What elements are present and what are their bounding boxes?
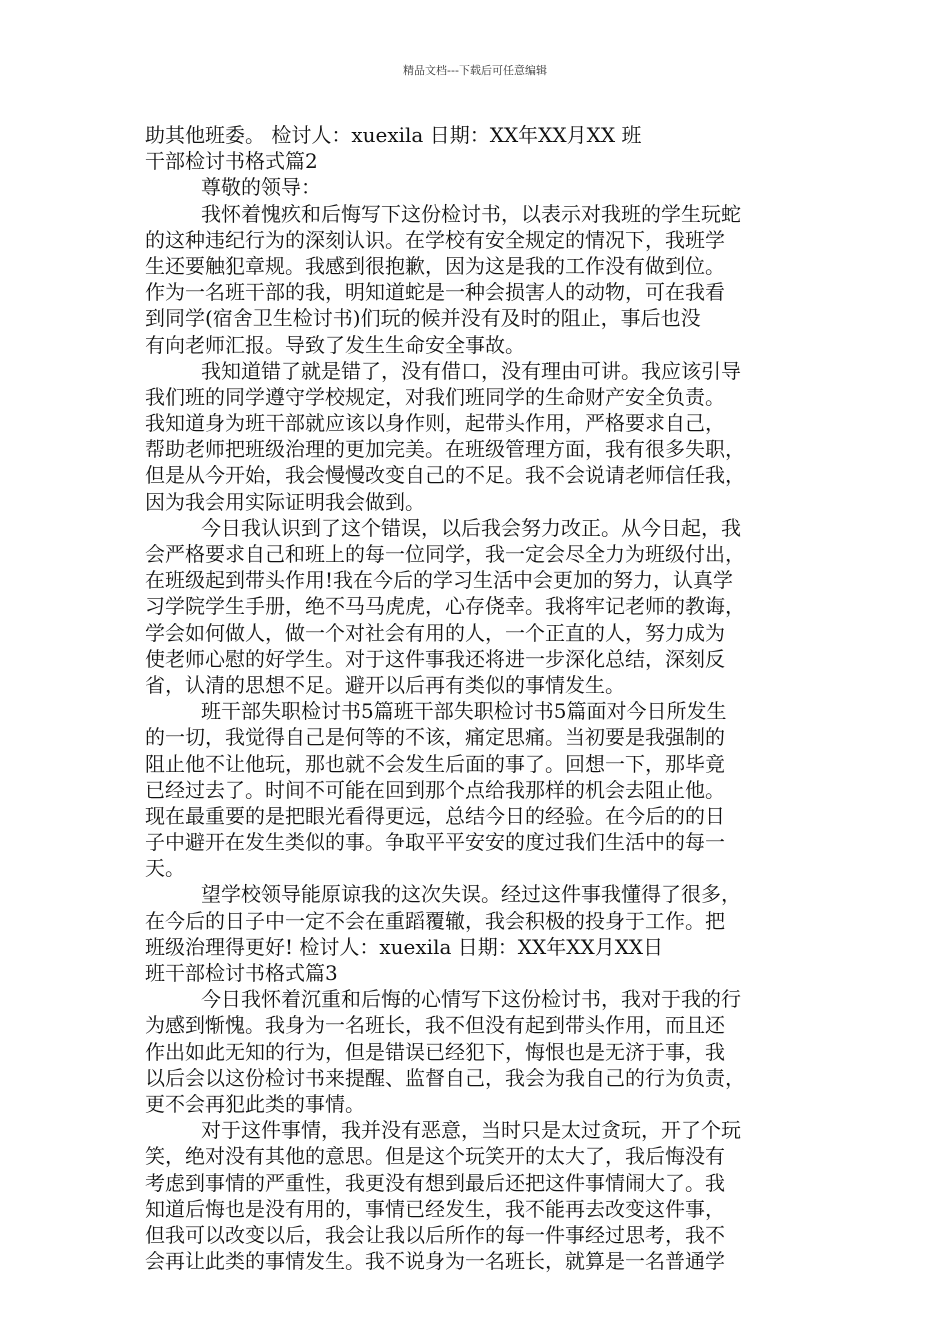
text-line: 但我可以改变以后，我会让我以后所作的每一件事经过思考，我不 (145, 1222, 725, 1247)
text-line: 班干部失职检讨书5篇班干部失职检讨书5篇面对今日所发生 (201, 699, 727, 724)
text-line: 知道后悔也是没有用的，事情已经发生，我不能再去改变这件事， (145, 1196, 725, 1221)
text-line: 干部检讨书格式篇2 (145, 149, 318, 174)
text-line: 有向老师汇报。导致了发生生命安全事故。 (145, 332, 525, 357)
text-line: 到同学(宿舍卫生检讨书)们玩的候并没有及时的阻止，事后也没 (145, 306, 701, 331)
text-line: 的这种违纪行为的深刻认识。在学校有安全规定的情况下，我班学 (145, 227, 725, 252)
text-line: 考虑到事情的严重性，我更没有想到最后还把这件事情闹大了。我 (145, 1170, 725, 1195)
text-line: 我怀着愧疚和后悔写下这份检讨书，以表示对我班的学生玩蛇 (201, 201, 741, 226)
text-line: 尊敬的领导： (201, 175, 321, 200)
text-line: 以后会以这份检讨书来提醒、监督自己，我会为我自己的行为负责， (145, 1065, 745, 1090)
text-line: 习学院学生手册，绝不马马虎虎，心存侥幸。我将牢记老师的教诲， (145, 594, 745, 619)
text-line: 的一切，我觉得自己是何等的不该，痛定思痛。当初要是我强制的 (145, 725, 725, 750)
text-line: 但是从今开始，我会慢慢改变自己的不足。我不会说请老师信任我， (145, 463, 745, 488)
text-line: 生还要触犯章规。我感到很抱歉，因为这是我的工作没有做到位。 (145, 253, 725, 278)
page-header: 精品文档---下载后可任意编辑 (403, 64, 547, 77)
text-line: 更不会再犯此类的事情。 (145, 1091, 365, 1116)
text-line: 对于这件事情，我并没有恶意，当时只是太过贪玩，开了个玩 (201, 1118, 741, 1143)
text-line: 笑，绝对没有其他的意思。但是这个玩笑开的太大了，我后悔没有 (145, 1144, 725, 1169)
text-line: 我们班的同学遵守学校规定，对我们班同学的生命财产安全负责。 (145, 384, 725, 409)
text-line: 已经过去了。时间不可能在回到那个点给我那样的机会去阻止他。 (145, 777, 725, 802)
text-line: 帮助老师把班级治理的更加完美。在班级管理方面，我有很多失职， (145, 437, 745, 462)
text-line: 我知道错了就是错了，没有借口，没有理由可讲。我应该引导 (201, 358, 741, 383)
text-line: 作为一名班干部的我，明知道蛇是一种会损害人的动物，可在我看 (145, 280, 725, 305)
text-line: 助其他班委。 检讨人：xuexila 日期：XX年XX月XX 班 (145, 123, 642, 147)
text-line: 使老师心慰的好学生。对于这件事我还将进一步深化总结，深刻反 (145, 646, 725, 671)
text-line: 在班级起到带头作用!我在今后的学习生活中会更加的努力，认真学 (145, 568, 734, 593)
text-line: 望学校领导能原谅我的这次失误。经过这件事我懂得了很多， (201, 882, 741, 907)
text-line: 子中避开在发生类似的事。争取平平安安的度过我们生活中的每一 (145, 830, 725, 855)
text-line: 会严格要求自己和班上的每一位同学，我一定会尽全力为班级付出， (145, 542, 745, 566)
text-line: 班干部检讨书格式篇3 (145, 961, 338, 985)
text-line: 天。 (145, 856, 185, 881)
text-line: 我知道身为班干部就应该以身作则，起带头作用，严格要求自己， (145, 411, 725, 436)
text-line: 因为我会用实际证明我会做到。 (145, 489, 425, 514)
text-line: 班级治理得更好! 检讨人：xuexila 日期：XX年XX月XX日 (145, 934, 664, 959)
text-line: 在今后的日子中一定不会在重蹈覆辙，我会积极的投身于工作。把 (145, 908, 725, 933)
text-line: 省，认清的思想不足。避开以后再有类似的事情发生。 (145, 672, 625, 697)
document-body (145, 122, 813, 1274)
text-line: 今日我认识到了这个错误，以后我会努力改正。从今日起，我 (201, 515, 741, 540)
text-line: 为感到惭愧。我身为一名班长，我不但没有起到带头作用，而且还 (145, 1013, 725, 1038)
text-line: 今日我怀着沉重和后悔的心情写下这份检讨书，我对于我的行 (201, 987, 741, 1012)
text-line: 学会如何做人，做一个对社会有用的人，一个正直的人，努力成为 (145, 620, 725, 645)
text-line: 现在最重要的是把眼光看得更远，总结今日的经验。在今后的的日 (145, 803, 725, 828)
text-line: 阻止他不让他玩，那也就不会发生后面的事了。回想一下，那毕竟 (145, 751, 725, 776)
text-line: 作出如此无知的行为，但是错误已经犯下，悔恨也是无济于事，我 (145, 1039, 725, 1064)
text-line: 会再让此类的事情发生。我不说身为一名班长，就算是一名普通学 (145, 1249, 725, 1274)
